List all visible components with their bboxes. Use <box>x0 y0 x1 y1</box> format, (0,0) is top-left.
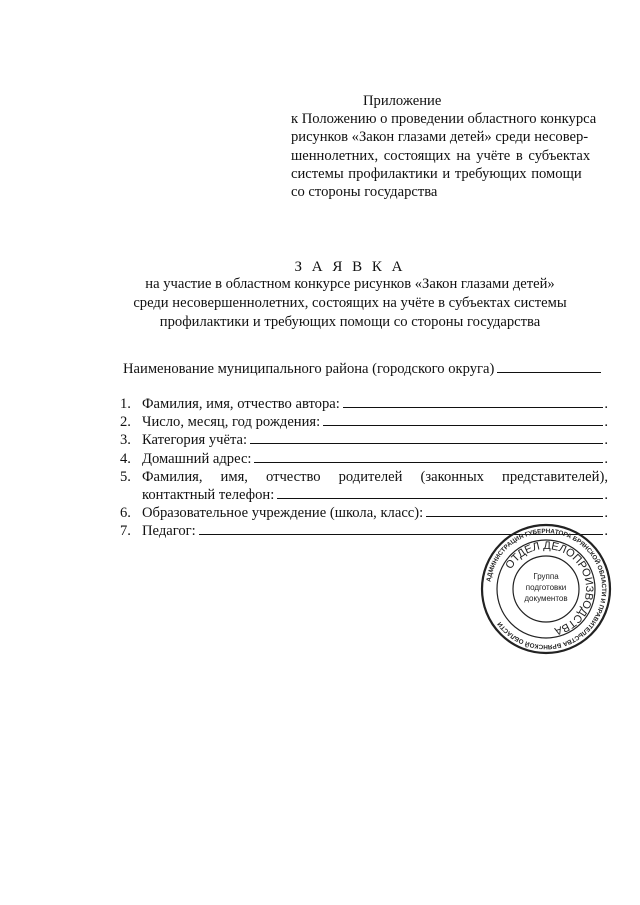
appendix-body <box>291 110 603 201</box>
stamp-outer-text: АДМИНИСТРАЦИЯ ГУБЕРНАТОРА БРЯНСКОЙ ОБЛАСТИ И ПРАВИТЕЛЬСТВА БРЯНСКОЙ ОБЛАСТИ <box>485 527 608 651</box>
author-name-blank[interactable] <box>343 395 604 408</box>
field-number: 1. <box>120 396 131 412</box>
municipality-field <box>123 360 601 378</box>
subtitle-line: профилактики и требующих помощи со стороны государства <box>159 314 541 330</box>
field-label-word: родителей <box>338 468 403 485</box>
field-number: 6. <box>120 505 131 522</box>
field-end: . <box>604 487 608 504</box>
field-number: 5. <box>120 468 131 485</box>
field-label-word: (законных <box>420 468 484 485</box>
stamp-center-line: подготовки <box>525 583 567 592</box>
field-number: 3. <box>120 432 131 449</box>
municipality-label: Наименование муниципального района (городского округа) <box>123 361 495 377</box>
stamp-ring-text: ОТДЕЛ ДЕЛОПРОИЗВОДСТВА <box>503 539 596 637</box>
field-end: . <box>604 450 608 467</box>
field-label-word: представителей), <box>502 468 608 485</box>
appendix-line: системы профилактики и требующих помощи <box>291 165 582 182</box>
field-row <box>120 504 608 522</box>
field-label-word: имя, <box>220 468 248 485</box>
field-label: Категория учёта: <box>142 432 248 449</box>
field-end: . <box>604 505 608 522</box>
field-number: 7. <box>120 523 131 540</box>
school-blank[interactable] <box>426 504 603 517</box>
field-label: контактный телефон: <box>142 487 275 504</box>
category-blank[interactable] <box>250 431 603 444</box>
address-blank[interactable] <box>254 450 603 463</box>
parents-phone-line <box>120 486 608 504</box>
field-row-parents <box>120 468 608 504</box>
stamp-center-line: документов <box>524 594 568 603</box>
field-row <box>120 395 608 413</box>
field-end: . <box>604 414 608 431</box>
application-subtitle <box>120 275 580 332</box>
field-number: 2. <box>120 414 131 431</box>
field-number: 4. <box>120 450 131 467</box>
appendix-note <box>291 92 603 201</box>
subtitle-line: среди несовершеннолетних, состоящих на учёте в субъектах системы <box>133 295 567 311</box>
parents-label-line <box>120 468 608 486</box>
field-row <box>120 413 608 431</box>
official-stamp <box>480 523 612 655</box>
appendix-line: рисунков «Закон глазами детей» среди несовер- <box>291 129 589 146</box>
field-label: Фамилия, имя, отчество автора: <box>142 396 340 412</box>
appendix-heading: Приложение <box>363 93 442 109</box>
field-label: Образовательное учреждение (школа, класс): <box>142 505 424 522</box>
field-label-word: Фамилия, <box>142 468 203 485</box>
field-label-word: отчество <box>265 468 321 485</box>
application-form <box>120 395 608 541</box>
field-end: . <box>604 523 608 540</box>
appendix-line: к Положению о проведении областного конкурса <box>291 111 597 128</box>
field-end: . <box>604 396 608 412</box>
stamp-center-line: Группа <box>533 572 559 581</box>
field-end: . <box>604 432 608 449</box>
field-label: Число, месяц, год рождения: <box>142 414 321 431</box>
application-title: З А Я В К А <box>294 259 406 275</box>
field-row <box>120 431 608 449</box>
field-label: Домашний адрес: <box>142 450 252 467</box>
subtitle-line: на участие в областном конкурсе рисунков «Закон глазами детей» <box>145 276 555 292</box>
parents-phone-blank[interactable] <box>277 486 603 499</box>
appendix-line: шеннолетних, состоящих на учёте в субъектах <box>291 147 591 164</box>
birth-date-blank[interactable] <box>323 413 603 426</box>
appendix-line: со стороны государства <box>291 184 438 201</box>
municipality-blank[interactable] <box>497 360 601 373</box>
field-row <box>120 450 608 468</box>
field-label: Педагог: <box>142 523 196 540</box>
